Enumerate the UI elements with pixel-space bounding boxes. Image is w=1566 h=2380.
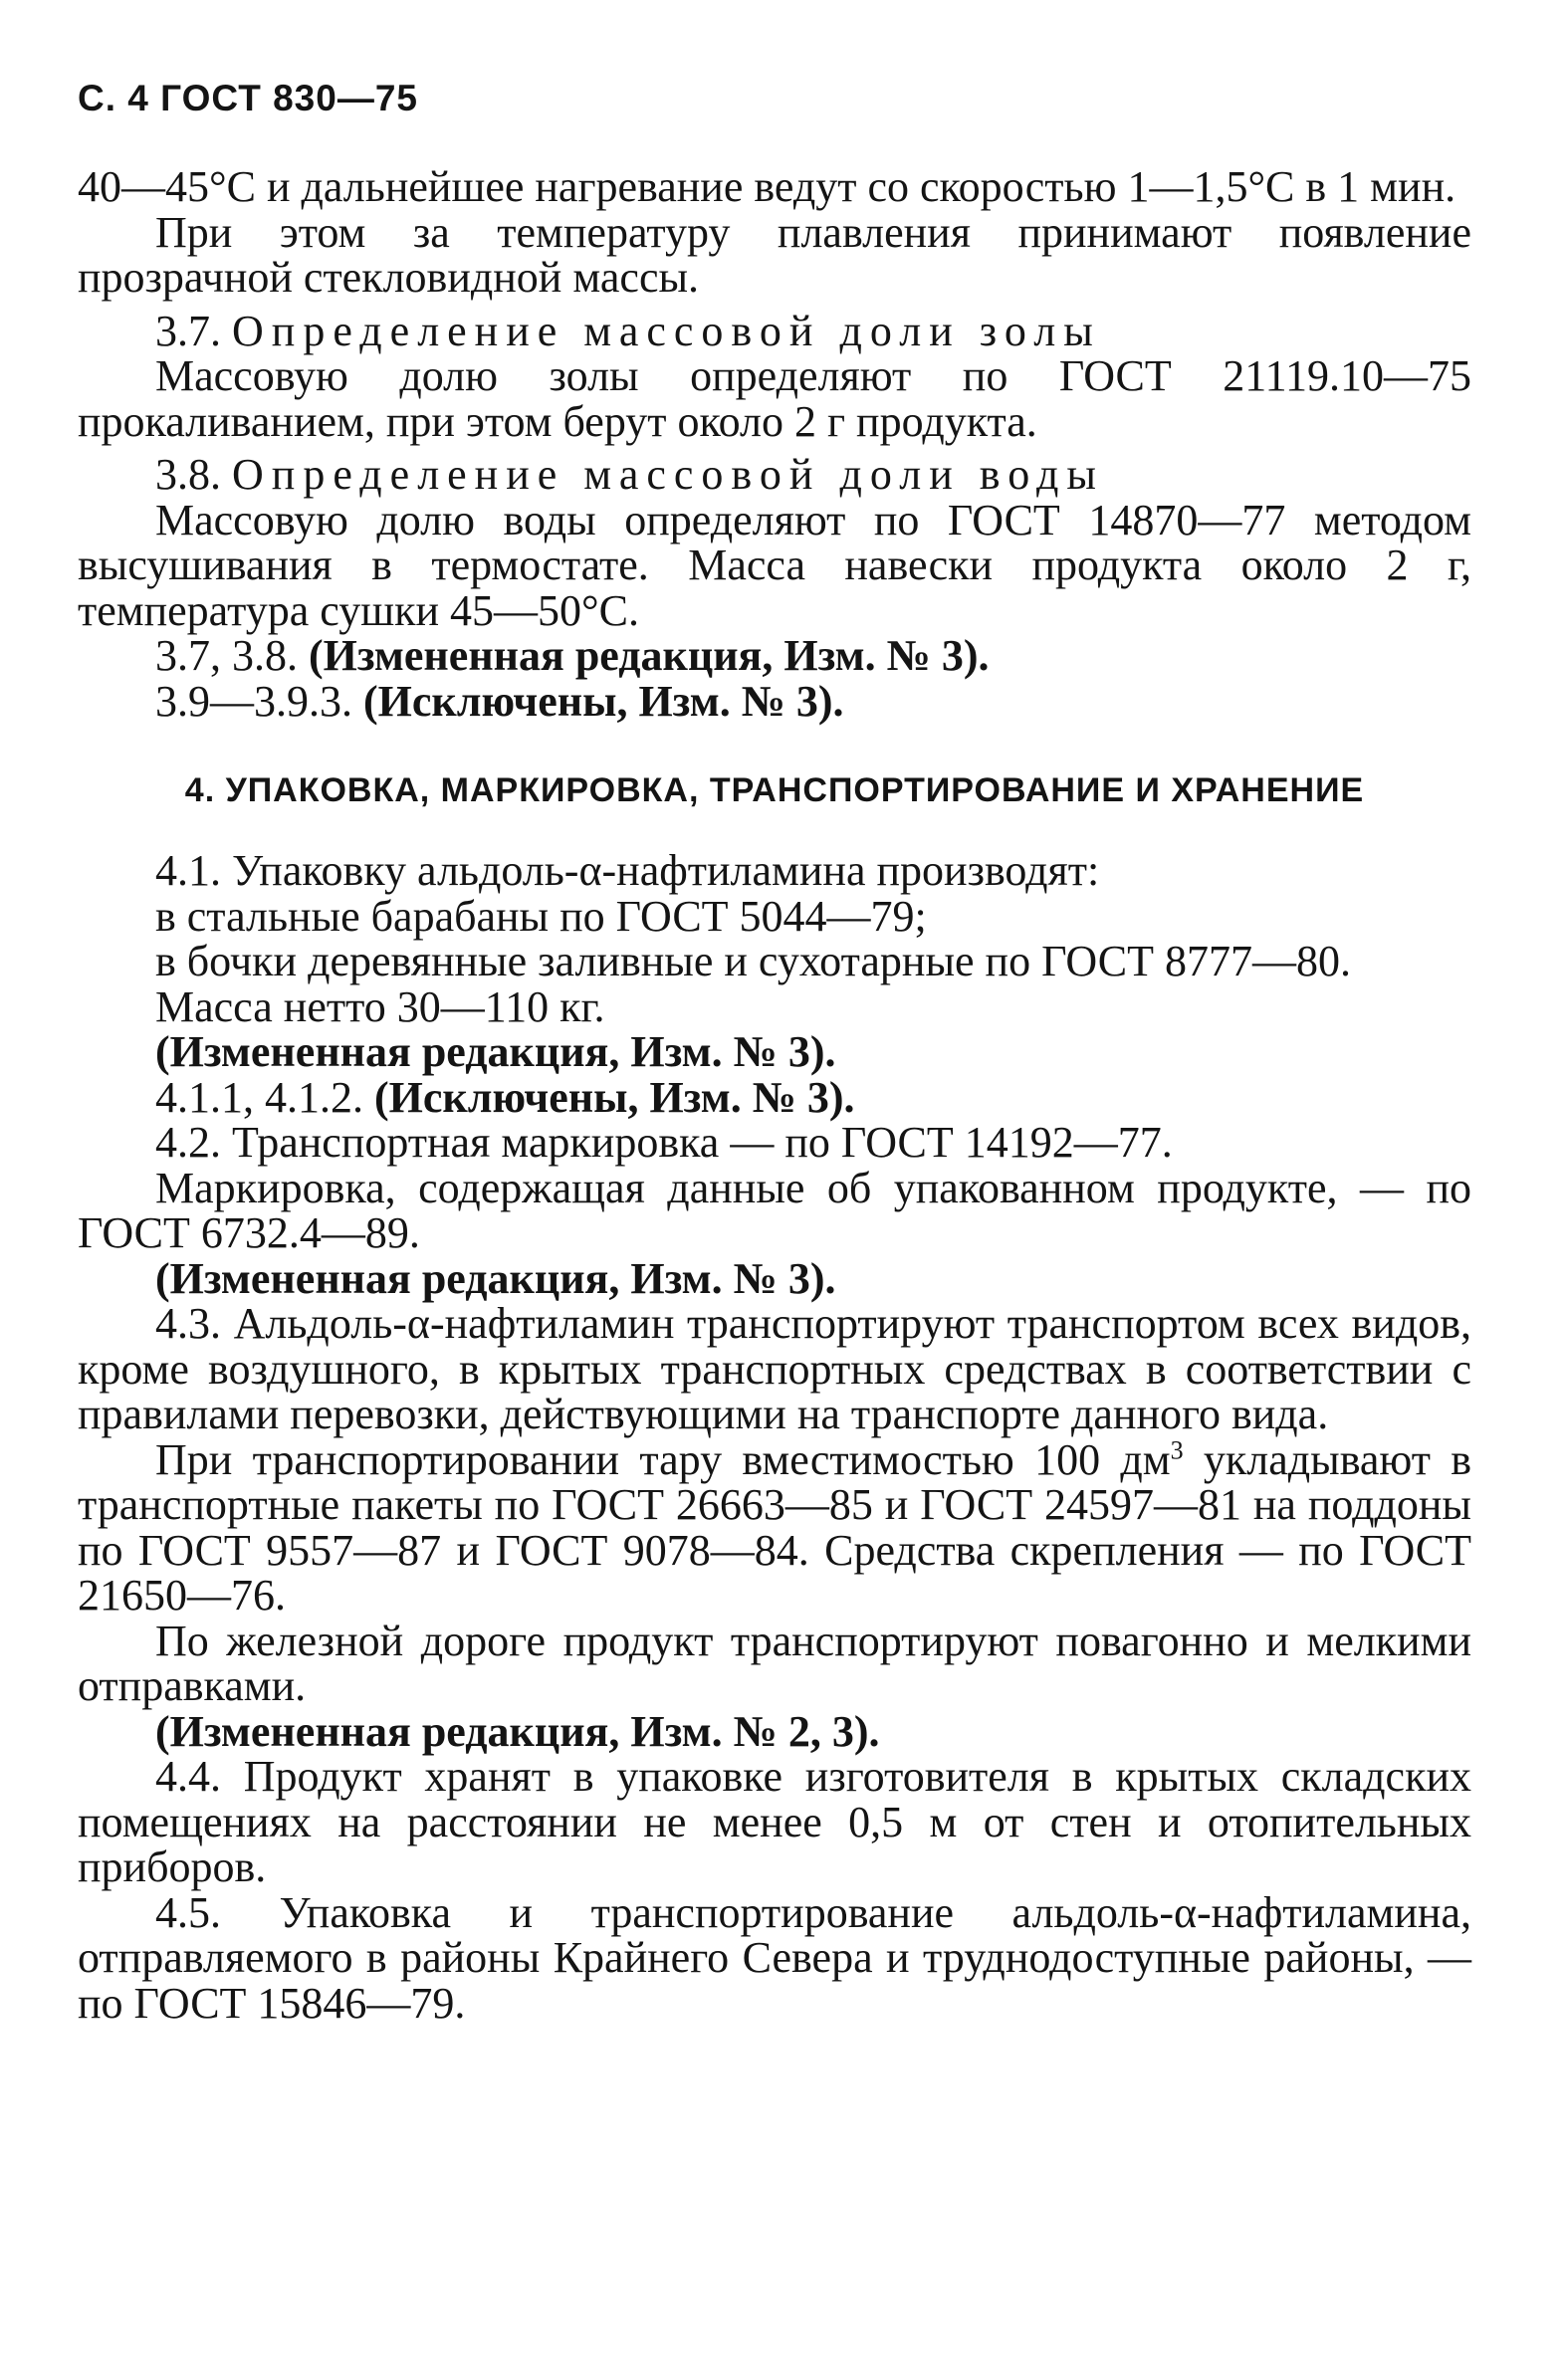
amendment-ref: 4.1.1, 4.1.2. bbox=[155, 1072, 363, 1122]
clause-3-8-text: Массовую долю воды определяют по ГОСТ 14870—77 методом высушивания в термостате. Масса навески продукта около 2 г, температура сушки 45—50°С. bbox=[78, 495, 1471, 635]
amendment-text: (Исключены, Изм. № 3). bbox=[374, 1072, 855, 1122]
clause-4-1-line: в стальные барабаны по ГОСТ 5044—79; bbox=[155, 891, 927, 941]
amendment-note-3-9 bbox=[78, 676, 1471, 726]
clause-4-1-line: 4.1. Упаковку альдоль-α-нафтиламина производят: bbox=[155, 846, 1100, 895]
clause-4-2-line: Маркировка, содержащая данные об упакованном продукте, — по ГОСТ 6732.4—89. bbox=[78, 1163, 1471, 1257]
clause-3-8-heading bbox=[78, 452, 1471, 498]
clause-4-5: 4.5. Упаковка и транспортирование альдоль-α-нафтиламина, отправляемого в районы Крайнего Севера и труднодоступные районы, — по ГОСТ 15846—79. bbox=[78, 1887, 1471, 2028]
amendment-note-4-1: (Измененная редакция, Изм. № 3). bbox=[155, 1027, 836, 1076]
clause-3-7-heading bbox=[78, 306, 1471, 355]
amendment-note-4-2: (Измененная редакция, Изм. № 3). bbox=[155, 1253, 836, 1303]
clause-3-7-number: 3.7. bbox=[155, 306, 221, 355]
clause-4-3-text: При транспортировании тару вместимостью 100 дм bbox=[155, 1434, 1171, 1484]
clause-3-8-number: 3.8. bbox=[155, 450, 221, 499]
clause-4-1-line: Масса нетто 30—110 кг. bbox=[155, 981, 605, 1031]
amendment-note-3-7-3-8 bbox=[78, 633, 1471, 679]
clause-4-3-paragraph: 4.3. Альдоль-α-нафтиламин транспортируют транспортом всех видов, кроме воздушного, в крытых транспортных средствах в соответствии с правилами перевозки, действующими на транспорте данного вида. bbox=[78, 1299, 1471, 1438]
clause-4-4: 4.4. Продукт хранят в упаковке изготовителя в крытых складских помещениях на расстоянии не менее 0,5 м от стен и отопительных приборов. bbox=[78, 1752, 1471, 1891]
clause-3-8-title: Определение массовой доли воды bbox=[232, 450, 1104, 499]
amendment-note-4-1-1 bbox=[78, 1072, 1471, 1122]
clause-4-3-paragraph bbox=[78, 1434, 1471, 1620]
paragraph-melting-point: При этом за температуру плавления принимают появление прозрачной стекловидной массы. bbox=[78, 207, 1471, 302]
document-page bbox=[78, 78, 1471, 2026]
clause-4-3-text: укладывают в транспортные пакеты по ГОСТ 26663—85 и ГОСТ 24597—81 на поддоны по ГОСТ 9557—87 и ГОСТ 9078—84. Средства скрепления — по ГОСТ 21650—76. bbox=[78, 1434, 1471, 1620]
clause-4-2-line: 4.2. Транспортная маркировка — по ГОСТ 14192—77. bbox=[155, 1118, 1173, 1167]
clause-4-3-paragraph: По железной дороге продукт транспортируют повагонно и мелкими отправками. bbox=[78, 1616, 1471, 1710]
amendment-ref: 3.7, 3.8. bbox=[155, 631, 298, 680]
page-header: С. 4 ГОСТ 830—75 bbox=[78, 78, 418, 118]
paragraph-heating: 40—45°С и дальнейшее нагревание ведут со скоростью 1—1,5°С в 1 мин. bbox=[78, 162, 1456, 211]
section-4-title: 4. УПАКОВКА, МАРКИРОВКА, ТРАНСПОРТИРОВАНИЕ И ХРАНЕНИЕ bbox=[184, 771, 1365, 809]
amendment-note-4-3: (Измененная редакция, Изм. № 2, 3). bbox=[155, 1706, 880, 1756]
clause-3-7-title: Определение массовой доли золы bbox=[232, 306, 1101, 355]
amendment-ref: 3.9—3.9.3. bbox=[155, 676, 352, 726]
amendment-text: (Измененная редакция, Изм. № 3). bbox=[309, 631, 990, 680]
amendment-text: (Исключены, Изм. № 3). bbox=[363, 676, 844, 726]
superscript: 3 bbox=[1170, 1434, 1184, 1464]
clause-3-7-text: Массовую долю золы определяют по ГОСТ 21119.10—75 прокаливанием, при этом берут около 2 г продукта. bbox=[78, 351, 1471, 446]
clause-4-1-line: в бочки деревянные заливные и сухотарные по ГОСТ 8777—80. bbox=[155, 937, 1351, 985]
